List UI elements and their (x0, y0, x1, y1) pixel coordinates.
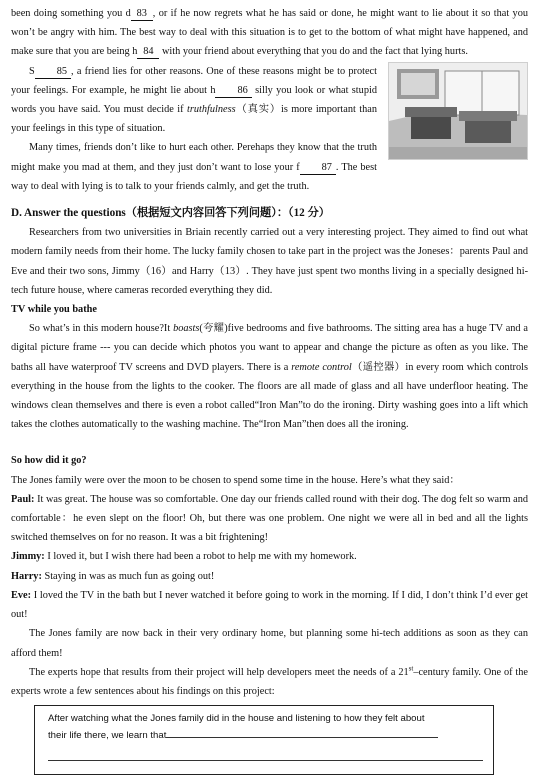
paragraph-hurt-each-other: Many times, friends don’t like to hurt each other. Perehaps they know that the truth might make you mad at them, and they just don’t want to lose your f 87 . The best way to deal with lying is to talk to your friends calmly, and get the truth. (11, 142, 377, 192)
photo-section (11, 62, 528, 196)
blank-83[interactable]: 83 (131, 8, 153, 21)
paragraph-lying-reasons: been doing something you d 83 , or if he now regrets what he has said or done, he might want to lie about it so that you won’t be angry with him. The best way to deal with this situation is to get to the bottom of what might have happened, and make sure that you are being h 84 with your friend about everything that you do and the fact that lying hurts. (11, 8, 528, 58)
living-room-photo (388, 62, 528, 160)
spacer (11, 434, 528, 451)
answer-prompt-line-2: their life there, we learn that (48, 727, 483, 744)
how-heading: So how did it go? (11, 455, 87, 467)
quote-harry: Harry: Staying in was as much fun as going out! (11, 570, 215, 582)
tv-paragraph: So what’s in this modern house?It boasts(夸耀)five bedrooms and five bathrooms. The sitting area has a huge TV and a digital picture frame --- you can decide which photos you want to appear and change the picture as often as you like. The baths all have waterproof TV screens and DVD players. There is a remote control（遥控器）in every room which controls everything in the house from the lights to the cooker. The floors are all made of glass and all have underfloor heating. The windows clean themselves and there is even a robot called“Iron Man”to do the ironing. Dirty washing goes into a lift which takes the clothes automatically to the washing machine. The“Iron Man”then does all the ironing. (11, 323, 529, 431)
blank-84[interactable]: 84 (137, 46, 159, 59)
quote-paul: Paul: It was great. The house was so comfortable. One day our friends called round with their dog. The dog felt so warm and comfortable：he even slept on the floor! Oh, but there was one problem. One night we were all in bed and all the lights switched themselves on for no reason. It was a bit frightening! (11, 493, 528, 544)
blank-86[interactable]: 86 (215, 85, 251, 98)
blank-85[interactable]: 85 (35, 66, 71, 79)
answer-prompt-line-1: After watching what the Jones family did in the house and listening to how they felt about (48, 713, 425, 725)
paragraph-protect-feelings: S 85 , a friend lies for other reasons. One of these reasons might be to protect your feelings. For example, he might lie about h 86 silly you look or what stupid words you have said. You must decide if truthfulness（真实）is more important than your feelings in this type of situation. (11, 65, 377, 135)
experts-paragraph: The experts hope that results from their project will help developers meet the needs of a 21st–century family. One of the experts wrote a few sentences about his findings on this project: (11, 664, 528, 697)
quote-jimmy: Jimmy: I loved it, but I wish there had been a robot to help me with my homework. (11, 551, 357, 563)
answer-line-2[interactable] (48, 744, 483, 761)
back-home-paragraph: The Jones family are now back in their very ordinary home, but planning some hi-tech additions as soon as they can afford them! (11, 628, 528, 659)
section-d-heading: D. Answer the questions（根据短文内容回答下列问题）：（12 分） (11, 207, 330, 220)
answer-line-1[interactable] (166, 727, 438, 738)
answer-box (34, 705, 494, 775)
tv-heading: TV while you bathe (11, 304, 97, 316)
quote-eve: Eve: I loved the TV in the bath but I never watched it before going to work in the morning. If I did, I don’t think I’d ever get out! (11, 589, 528, 621)
intro-paragraph: Researchers from two universities in Briain recently carried out a very interesting project. They aimed to find out what modern family needs from their home. The lucky family chosen to take part in the project was the Joneses：parents Paul and Eve and their two sons, Jimmy（16）and Harry（13）. They have just spent two months living in a specially designed hi-tech future house, where cameras recorded everything they did. (11, 227, 528, 296)
how-intro: The Jones family were over the moon to be chosen to spend some time in the house. Here’s what they said： (11, 474, 460, 486)
worksheet-page (11, 4, 528, 775)
blank-87[interactable]: 87 (300, 162, 336, 175)
